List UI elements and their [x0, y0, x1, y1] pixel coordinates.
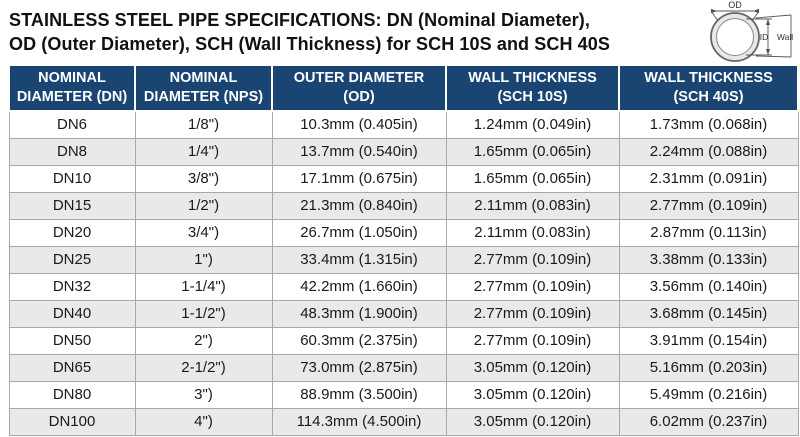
table-row: [9, 193, 798, 220]
cell-nps: 1/4"): [135, 139, 272, 166]
cell-nps: 1-1/2"): [135, 301, 272, 328]
cell-od: 42.2mm (1.660in): [272, 274, 446, 301]
cell-od: 48.3mm (1.900in): [272, 301, 446, 328]
cell-nps: 2-1/2"): [135, 355, 272, 382]
page-title-line2: OD (Outer Diameter), SCH (Wall Thickness) for SCH 10S and SCH 40S: [9, 34, 610, 54]
cell-sch40s: 3.91mm (0.154in): [619, 328, 798, 355]
header-cell-dn: [9, 65, 135, 111]
cell-dn: DN8: [9, 139, 135, 166]
od-dimension-label: OD: [728, 0, 742, 10]
cell-sch10s: 3.05mm (0.120in): [446, 355, 619, 382]
cell-dn: DN6: [9, 111, 135, 139]
cell-sch10s: 1.24mm (0.049in): [446, 111, 619, 139]
cell-sch40s: 2.31mm (0.091in): [619, 166, 798, 193]
header-cell-sch10s: [446, 65, 619, 111]
page-title-line1: STAINLESS STEEL PIPE SPECIFICATIONS: DN (Nominal Diameter),: [9, 10, 590, 30]
header-nps-line2: DIAMETER (NPS): [143, 89, 264, 105]
cell-nps: 3/8"): [135, 166, 272, 193]
cell-dn: DN25: [9, 247, 135, 274]
cell-sch40s: 3.38mm (0.133in): [619, 247, 798, 274]
pipe-inner-circle: [717, 19, 754, 56]
header-cell-od: [272, 65, 446, 111]
table-row: [9, 355, 798, 382]
id-arrow-bottom: [766, 49, 770, 55]
cell-sch10s: 2.77mm (0.109in): [446, 274, 619, 301]
table-row: [9, 409, 798, 436]
table-row: [9, 166, 798, 193]
cell-sch10s: 2.11mm (0.083in): [446, 220, 619, 247]
cell-sch40s: 1.73mm (0.068in): [619, 111, 798, 139]
cell-nps: 3/4"): [135, 220, 272, 247]
table-row: [9, 220, 798, 247]
header-dn-line1: NOMINAL: [38, 70, 106, 86]
cell-od: 13.7mm (0.540in): [272, 139, 446, 166]
wall-dimension-label: Wall: [776, 32, 794, 42]
cell-nps: 4"): [135, 409, 272, 436]
cell-sch40s: 5.49mm (0.216in): [619, 382, 798, 409]
header-cell-sch40s: [619, 65, 798, 111]
table-body: [9, 111, 798, 436]
cell-dn: DN80: [9, 382, 135, 409]
cell-nps: 3"): [135, 382, 272, 409]
cell-sch10s: 2.77mm (0.109in): [446, 247, 619, 274]
id-dimension-label: ID: [759, 32, 769, 42]
cell-sch10s: 1.65mm (0.065in): [446, 139, 619, 166]
header-od-line2: (OD): [343, 89, 375, 105]
cell-dn: DN65: [9, 355, 135, 382]
pipe-cross-section-diagram: [694, 0, 800, 64]
table-row: [9, 111, 798, 139]
header-sch40s-line1: WALL THICKNESS: [644, 70, 773, 86]
cell-od: 10.3mm (0.405in): [272, 111, 446, 139]
table-row: [9, 247, 798, 274]
cell-sch10s: 1.65mm (0.065in): [446, 166, 619, 193]
table-row: [9, 139, 798, 166]
cell-dn: DN100: [9, 409, 135, 436]
cell-dn: DN50: [9, 328, 135, 355]
cell-od: 114.3mm (4.500in): [272, 409, 446, 436]
cell-nps: 1-1/4"): [135, 274, 272, 301]
header-dn-line2: DIAMETER (DN): [16, 89, 128, 105]
table-row: [9, 382, 798, 409]
od-arrow-left: [711, 9, 717, 13]
table-row: [9, 328, 798, 355]
cell-sch40s: 5.16mm (0.203in): [619, 355, 798, 382]
cell-dn: DN40: [9, 301, 135, 328]
page-title: [9, 8, 697, 56]
cell-sch40s: 3.68mm (0.145in): [619, 301, 798, 328]
header-sch10s-line1: WALL THICKNESS: [468, 70, 597, 86]
cell-od: 21.3mm (0.840in): [272, 193, 446, 220]
header-sch40s-line2: (SCH 40S): [673, 89, 744, 105]
cell-od: 17.1mm (0.675in): [272, 166, 446, 193]
od-arrow-right: [753, 9, 759, 13]
cell-sch10s: 2.77mm (0.109in): [446, 328, 619, 355]
id-arrow-top: [766, 19, 770, 25]
cell-nps: 1/2"): [135, 193, 272, 220]
cell-sch40s: 6.02mm (0.237in): [619, 409, 798, 436]
cell-dn: DN15: [9, 193, 135, 220]
table-header-row: [9, 65, 798, 111]
cell-sch10s: 2.77mm (0.109in): [446, 301, 619, 328]
cell-dn: DN20: [9, 220, 135, 247]
cell-sch40s: 2.77mm (0.109in): [619, 193, 798, 220]
cell-od: 88.9mm (3.500in): [272, 382, 446, 409]
cell-od: 26.7mm (1.050in): [272, 220, 446, 247]
cell-nps: 2"): [135, 328, 272, 355]
table-header: [9, 65, 798, 111]
header-od-line1: OUTER DIAMETER: [293, 70, 425, 86]
header-cell-nps: [135, 65, 272, 111]
cell-nps: 1"): [135, 247, 272, 274]
table-row: [9, 274, 798, 301]
cell-sch10s: 3.05mm (0.120in): [446, 409, 619, 436]
cell-sch10s: 3.05mm (0.120in): [446, 382, 619, 409]
cell-sch40s: 3.56mm (0.140in): [619, 274, 798, 301]
cell-sch40s: 2.24mm (0.088in): [619, 139, 798, 166]
pipe-spec-table: [8, 64, 799, 436]
table-row: [9, 301, 798, 328]
header-nps-line1: NOMINAL: [169, 70, 238, 86]
cell-od: 73.0mm (2.875in): [272, 355, 446, 382]
cell-dn: DN32: [9, 274, 135, 301]
cell-nps: 1/8"): [135, 111, 272, 139]
cell-sch10s: 2.11mm (0.083in): [446, 193, 619, 220]
cell-od: 60.3mm (2.375in): [272, 328, 446, 355]
cell-od: 33.4mm (1.315in): [272, 247, 446, 274]
cell-sch40s: 2.87mm (0.113in): [619, 220, 798, 247]
header-sch10s-line2: (SCH 10S): [497, 89, 568, 105]
cell-dn: DN10: [9, 166, 135, 193]
